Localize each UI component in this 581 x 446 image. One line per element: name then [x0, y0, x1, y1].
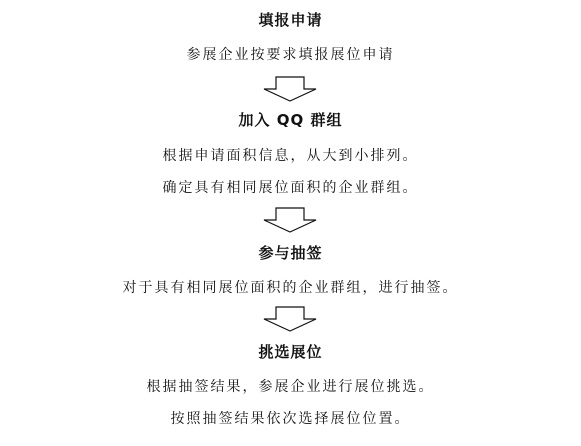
- step-3-line-1: 对于具有相同展位面积的企业群组，进行抽签。: [122, 280, 459, 296]
- step-2-title: 加入 QQ 群组: [238, 111, 343, 129]
- step-4-line-1: 根据抽签结果，参展企业进行展位挑选。: [146, 379, 435, 395]
- step-2-line-2: 确定具有相同展位面积的企业群组。: [162, 180, 419, 196]
- down-arrow-icon: [263, 76, 317, 102]
- step-1-title: 填报申请: [258, 11, 323, 29]
- step-4-title: 挑选展位: [258, 343, 323, 361]
- step-3-title: 参与抽签: [258, 244, 323, 262]
- step-4-line-2: 按照抽签结果依次选择展位位置。: [170, 411, 411, 427]
- down-arrow-icon: [263, 306, 317, 332]
- down-arrow-icon: [263, 207, 317, 233]
- step-1-line-1: 参展企业按要求填报展位申请: [186, 47, 395, 63]
- step-2-line-1: 根据申请面积信息，从大到小排列。: [162, 148, 419, 164]
